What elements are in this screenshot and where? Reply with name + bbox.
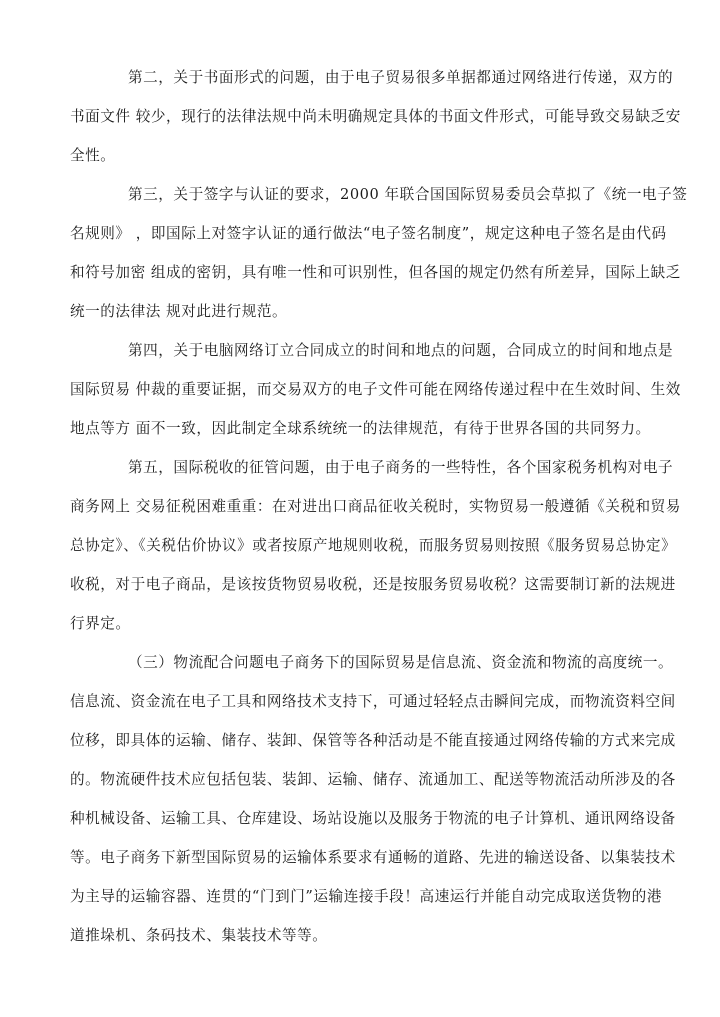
text-line: 种机械设备、运输工具、仓库建设、场站设施以及服务于物流的电子计算机、通讯网络设备 bbox=[70, 810, 676, 827]
text-line: 位移，即具体的运输、储存、装卸、保管等各种活动是不能直接通过网络传输的方式来完成 bbox=[70, 732, 676, 749]
text-line: 和符号加密 组成的密钥，具有唯一性和可识别性，但各国的规定仍然有所差异，国际上缺乏 bbox=[70, 264, 681, 281]
text-line: 行界定。 bbox=[70, 615, 131, 632]
text-line: 国际贸易 仲裁的重要证据，而交易双方的电子文件可能在网络传递过程中在生效时间、生效 bbox=[70, 381, 681, 398]
text-line: 等。电子商务下新型国际贸易的运输体系要求有通畅的道路、先进的输送设备、以集装技术 bbox=[70, 849, 676, 866]
text-line: 第五，国际税收的征管问题，由于电子商务的一些特性，各个国家税务机构对电子 bbox=[128, 459, 674, 476]
text-line: 地点等方 面不一致，因此制定全球系统统一的法律规范，有待于世界各国的共同努力。 bbox=[70, 420, 651, 437]
text-line: 第四，关于电脑网络订立合同成立的时间和地点的问题，合同成立的时间和地点是 bbox=[128, 342, 674, 359]
text-line: 名规则》 ，即国际上对签字认证的通行做法“电子签名制度”，规定这种电子签名是由代码 bbox=[70, 225, 667, 242]
text-line: 为主导的运输容器、连贯的“门到门”运输连接手段！高速运行并能自动完成取送货物的港 bbox=[70, 888, 662, 905]
text-line: 道推垛机、条码技术、集装技术等等。 bbox=[70, 927, 328, 944]
text-line: 信息流、资金流在电子工具和网络技术支持下，可通过轻轻点击瞬间完成，而物流资料空间 bbox=[70, 693, 676, 710]
text-line: （三）物流配合问题电子商务下的国际贸易是信息流、资金流和物流的高度统一。 bbox=[128, 654, 674, 671]
text-line: 商务网上 交易征税困难重重：在对进出口商品征收关税时，实物贸易一般遵循《关税和贸易 bbox=[70, 498, 681, 515]
text-line: 全性。 bbox=[70, 147, 116, 164]
text-line: 总协定》、《关税估价协议》或者按原产地规则收税，而服务贸易则按照《服务贸易总协定》 bbox=[70, 537, 677, 554]
text-line: 第三，关于签字与认证的要求，2000 年联合国国际贸易委员会草拟了《统一电子签 bbox=[128, 186, 688, 203]
text-line: 第二，关于书面形式的问题，由于电子贸易很多单据都通过网络进行传递，双方的 bbox=[128, 69, 674, 86]
text-line: 统一的法律法 规对此进行规范。 bbox=[70, 303, 288, 320]
text-line: 的。物流硬件技术应包括包装、装卸、运输、储存、流通加工、配送等物流活动所涉及的各 bbox=[70, 771, 676, 788]
text-line: 书面文件 较少，现行的法律法规中尚未明确规定具体的书面文件形式，可能导致交易缺乏安 bbox=[70, 108, 681, 125]
text-line: 收税，对于电子商品，是该按货物贸易收税，还是按服务贸易收税？这需要制订新的法规进 bbox=[70, 576, 676, 593]
